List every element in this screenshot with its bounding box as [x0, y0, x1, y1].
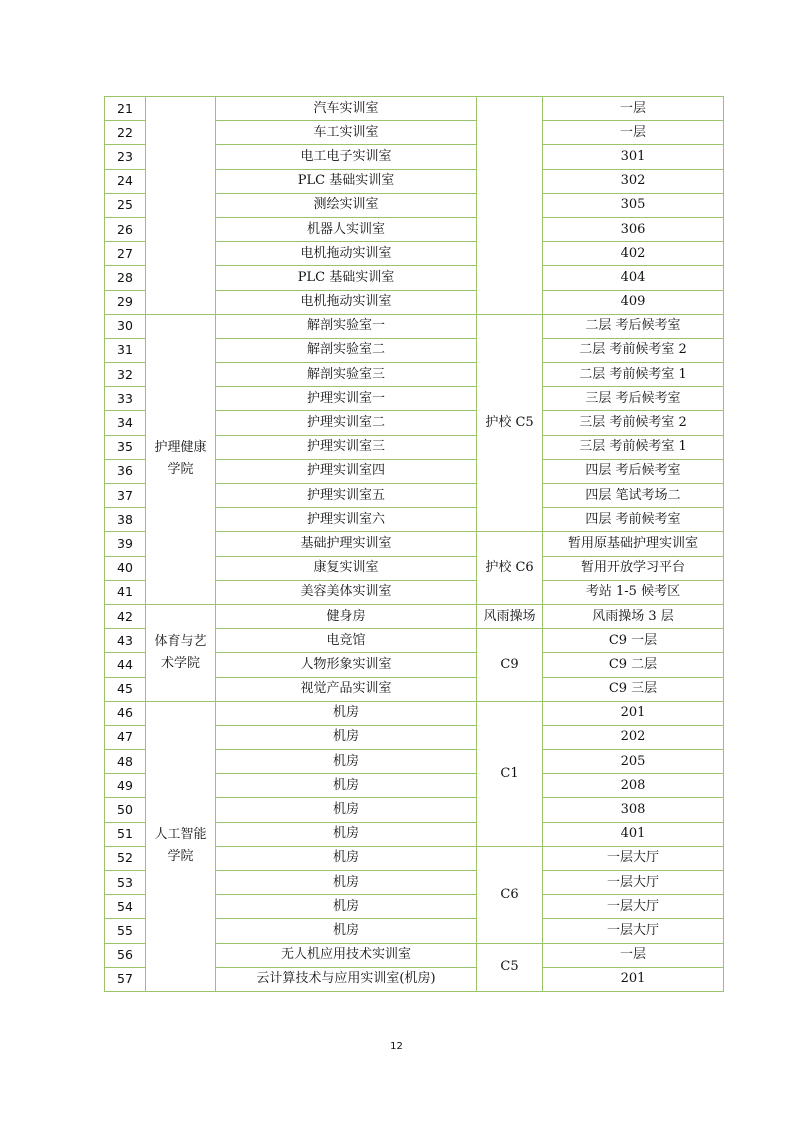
room-location: 一层 [543, 97, 724, 121]
college-name-line2: 术学院 [160, 655, 200, 671]
room-name: 视觉产品实训室 [216, 677, 477, 701]
room-name: 机房 [216, 919, 477, 943]
room-name: 机房 [216, 895, 477, 919]
college-cell [146, 604, 216, 701]
row-number: 41 [105, 580, 146, 604]
room-location: 305 [543, 193, 724, 217]
room-location: 四层 笔试考场二 [543, 484, 724, 508]
room-location: 二层 考前候考室 2 [543, 338, 724, 362]
row-number: 47 [105, 725, 146, 749]
room-name: 护理实训室四 [216, 459, 477, 483]
room-name: 机器人实训室 [216, 217, 477, 241]
room-location: 202 [543, 725, 724, 749]
room-name: 电工电子实训室 [216, 145, 477, 169]
room-name: 健身房 [216, 604, 477, 628]
room-location: 205 [543, 750, 724, 774]
room-name: 电竞馆 [216, 629, 477, 653]
college-name-line1: 护理健康 [154, 440, 207, 456]
college-name-line2: 学院 [167, 462, 194, 478]
room-name: 机房 [216, 774, 477, 798]
row-number: 24 [105, 169, 146, 193]
room-location: 三层 考前候考室 2 [543, 411, 724, 435]
room-name: 车工实训室 [216, 121, 477, 145]
room-location: 一层 [543, 943, 724, 967]
row-number: 34 [105, 411, 146, 435]
row-number: 32 [105, 363, 146, 387]
building-cell: C9 [477, 629, 543, 702]
room-location: 三层 考后候考室 [543, 387, 724, 411]
row-number: 49 [105, 774, 146, 798]
room-name: 机房 [216, 871, 477, 895]
room-name: 解剖实验室一 [216, 314, 477, 338]
table-row [105, 604, 724, 628]
room-location: 一层大厅 [543, 846, 724, 870]
room-name: 云计算技术与应用实训室(机房) [216, 967, 477, 991]
room-name: 电机拖动实训室 [216, 242, 477, 266]
row-number: 55 [105, 919, 146, 943]
lab-room-table-container [104, 96, 723, 992]
row-number: 38 [105, 508, 146, 532]
room-name: 机房 [216, 701, 477, 725]
building-cell: 护校 C6 [477, 532, 543, 605]
row-number: 43 [105, 629, 146, 653]
room-location: C9 三层 [543, 677, 724, 701]
page-number: 12 [390, 1041, 403, 1052]
row-number: 42 [105, 604, 146, 628]
room-name: 护理实训室三 [216, 435, 477, 459]
row-number: 26 [105, 217, 146, 241]
room-location: C9 一层 [543, 629, 724, 653]
room-location: 三层 考前候考室 1 [543, 435, 724, 459]
room-name: 汽车实训室 [216, 97, 477, 121]
room-location: 302 [543, 169, 724, 193]
room-location: 考站 1-5 候考区 [543, 580, 724, 604]
row-number: 52 [105, 846, 146, 870]
row-number: 46 [105, 701, 146, 725]
row-number: 21 [105, 97, 146, 121]
row-number: 44 [105, 653, 146, 677]
row-number: 53 [105, 871, 146, 895]
row-number: 51 [105, 822, 146, 846]
room-location: 二层 考前候考室 1 [543, 363, 724, 387]
row-number: 29 [105, 290, 146, 314]
row-number: 39 [105, 532, 146, 556]
college-cell [146, 314, 216, 604]
room-name: 机房 [216, 750, 477, 774]
room-location: 风雨操场 3 层 [543, 604, 724, 628]
room-location: 201 [543, 967, 724, 991]
college-name-line1: 人工智能 [154, 827, 207, 843]
row-number: 25 [105, 193, 146, 217]
room-name: 电机拖动实训室 [216, 290, 477, 314]
building-cell: C1 [477, 701, 543, 846]
room-name: PLC 基础实训室 [216, 169, 477, 193]
room-location: 308 [543, 798, 724, 822]
room-location: 402 [543, 242, 724, 266]
room-location: 暂用开放学习平台 [543, 556, 724, 580]
room-location: 208 [543, 774, 724, 798]
room-location: 301 [543, 145, 724, 169]
room-name: 解剖实验室二 [216, 338, 477, 362]
room-location: 409 [543, 290, 724, 314]
room-name: 护理实训室六 [216, 508, 477, 532]
room-location: 401 [543, 822, 724, 846]
college-cell [146, 701, 216, 991]
room-name: 护理实训室一 [216, 387, 477, 411]
table-row [105, 314, 724, 338]
row-number: 23 [105, 145, 146, 169]
table-row [105, 701, 724, 725]
college-cell [146, 97, 216, 315]
college-name-line1: 体育与艺 [154, 633, 207, 649]
row-number: 31 [105, 338, 146, 362]
room-location: 二层 考后候考室 [543, 314, 724, 338]
room-location: 404 [543, 266, 724, 290]
row-number: 54 [105, 895, 146, 919]
room-location: 201 [543, 701, 724, 725]
building-cell: 风雨操场 [477, 604, 543, 628]
room-name: 无人机应用技术实训室 [216, 943, 477, 967]
room-location: C9 二层 [543, 653, 724, 677]
room-location: 四层 考后候考室 [543, 459, 724, 483]
building-cell [477, 97, 543, 315]
row-number: 27 [105, 242, 146, 266]
room-name: 机房 [216, 822, 477, 846]
table-row [105, 97, 724, 121]
room-name: 解剖实验室三 [216, 363, 477, 387]
room-name: 美容美体实训室 [216, 580, 477, 604]
row-number: 48 [105, 750, 146, 774]
room-name: 护理实训室五 [216, 484, 477, 508]
room-name: 测绘实训室 [216, 193, 477, 217]
row-number: 30 [105, 314, 146, 338]
room-location: 暂用原基础护理实训室 [543, 532, 724, 556]
lab-room-table [104, 96, 724, 992]
room-location: 一层大厅 [543, 895, 724, 919]
room-location: 四层 考前候考室 [543, 508, 724, 532]
room-name: 机房 [216, 846, 477, 870]
building-cell: C5 [477, 943, 543, 991]
room-location: 一层大厅 [543, 919, 724, 943]
room-name: 机房 [216, 725, 477, 749]
building-cell: 护校 C5 [477, 314, 543, 532]
room-name: PLC 基础实训室 [216, 266, 477, 290]
college-name-line2: 学院 [167, 849, 194, 865]
row-number: 57 [105, 967, 146, 991]
row-number: 45 [105, 677, 146, 701]
room-location: 一层 [543, 121, 724, 145]
room-name: 康复实训室 [216, 556, 477, 580]
row-number: 28 [105, 266, 146, 290]
row-number: 22 [105, 121, 146, 145]
room-name: 护理实训室二 [216, 411, 477, 435]
row-number: 50 [105, 798, 146, 822]
row-number: 35 [105, 435, 146, 459]
row-number: 56 [105, 943, 146, 967]
row-number: 37 [105, 484, 146, 508]
building-cell: C6 [477, 846, 543, 943]
row-number: 36 [105, 459, 146, 483]
row-number: 40 [105, 556, 146, 580]
room-name: 基础护理实训室 [216, 532, 477, 556]
room-name: 机房 [216, 798, 477, 822]
room-location: 306 [543, 217, 724, 241]
room-location: 一层大厅 [543, 871, 724, 895]
row-number: 33 [105, 387, 146, 411]
room-name: 人物形象实训室 [216, 653, 477, 677]
